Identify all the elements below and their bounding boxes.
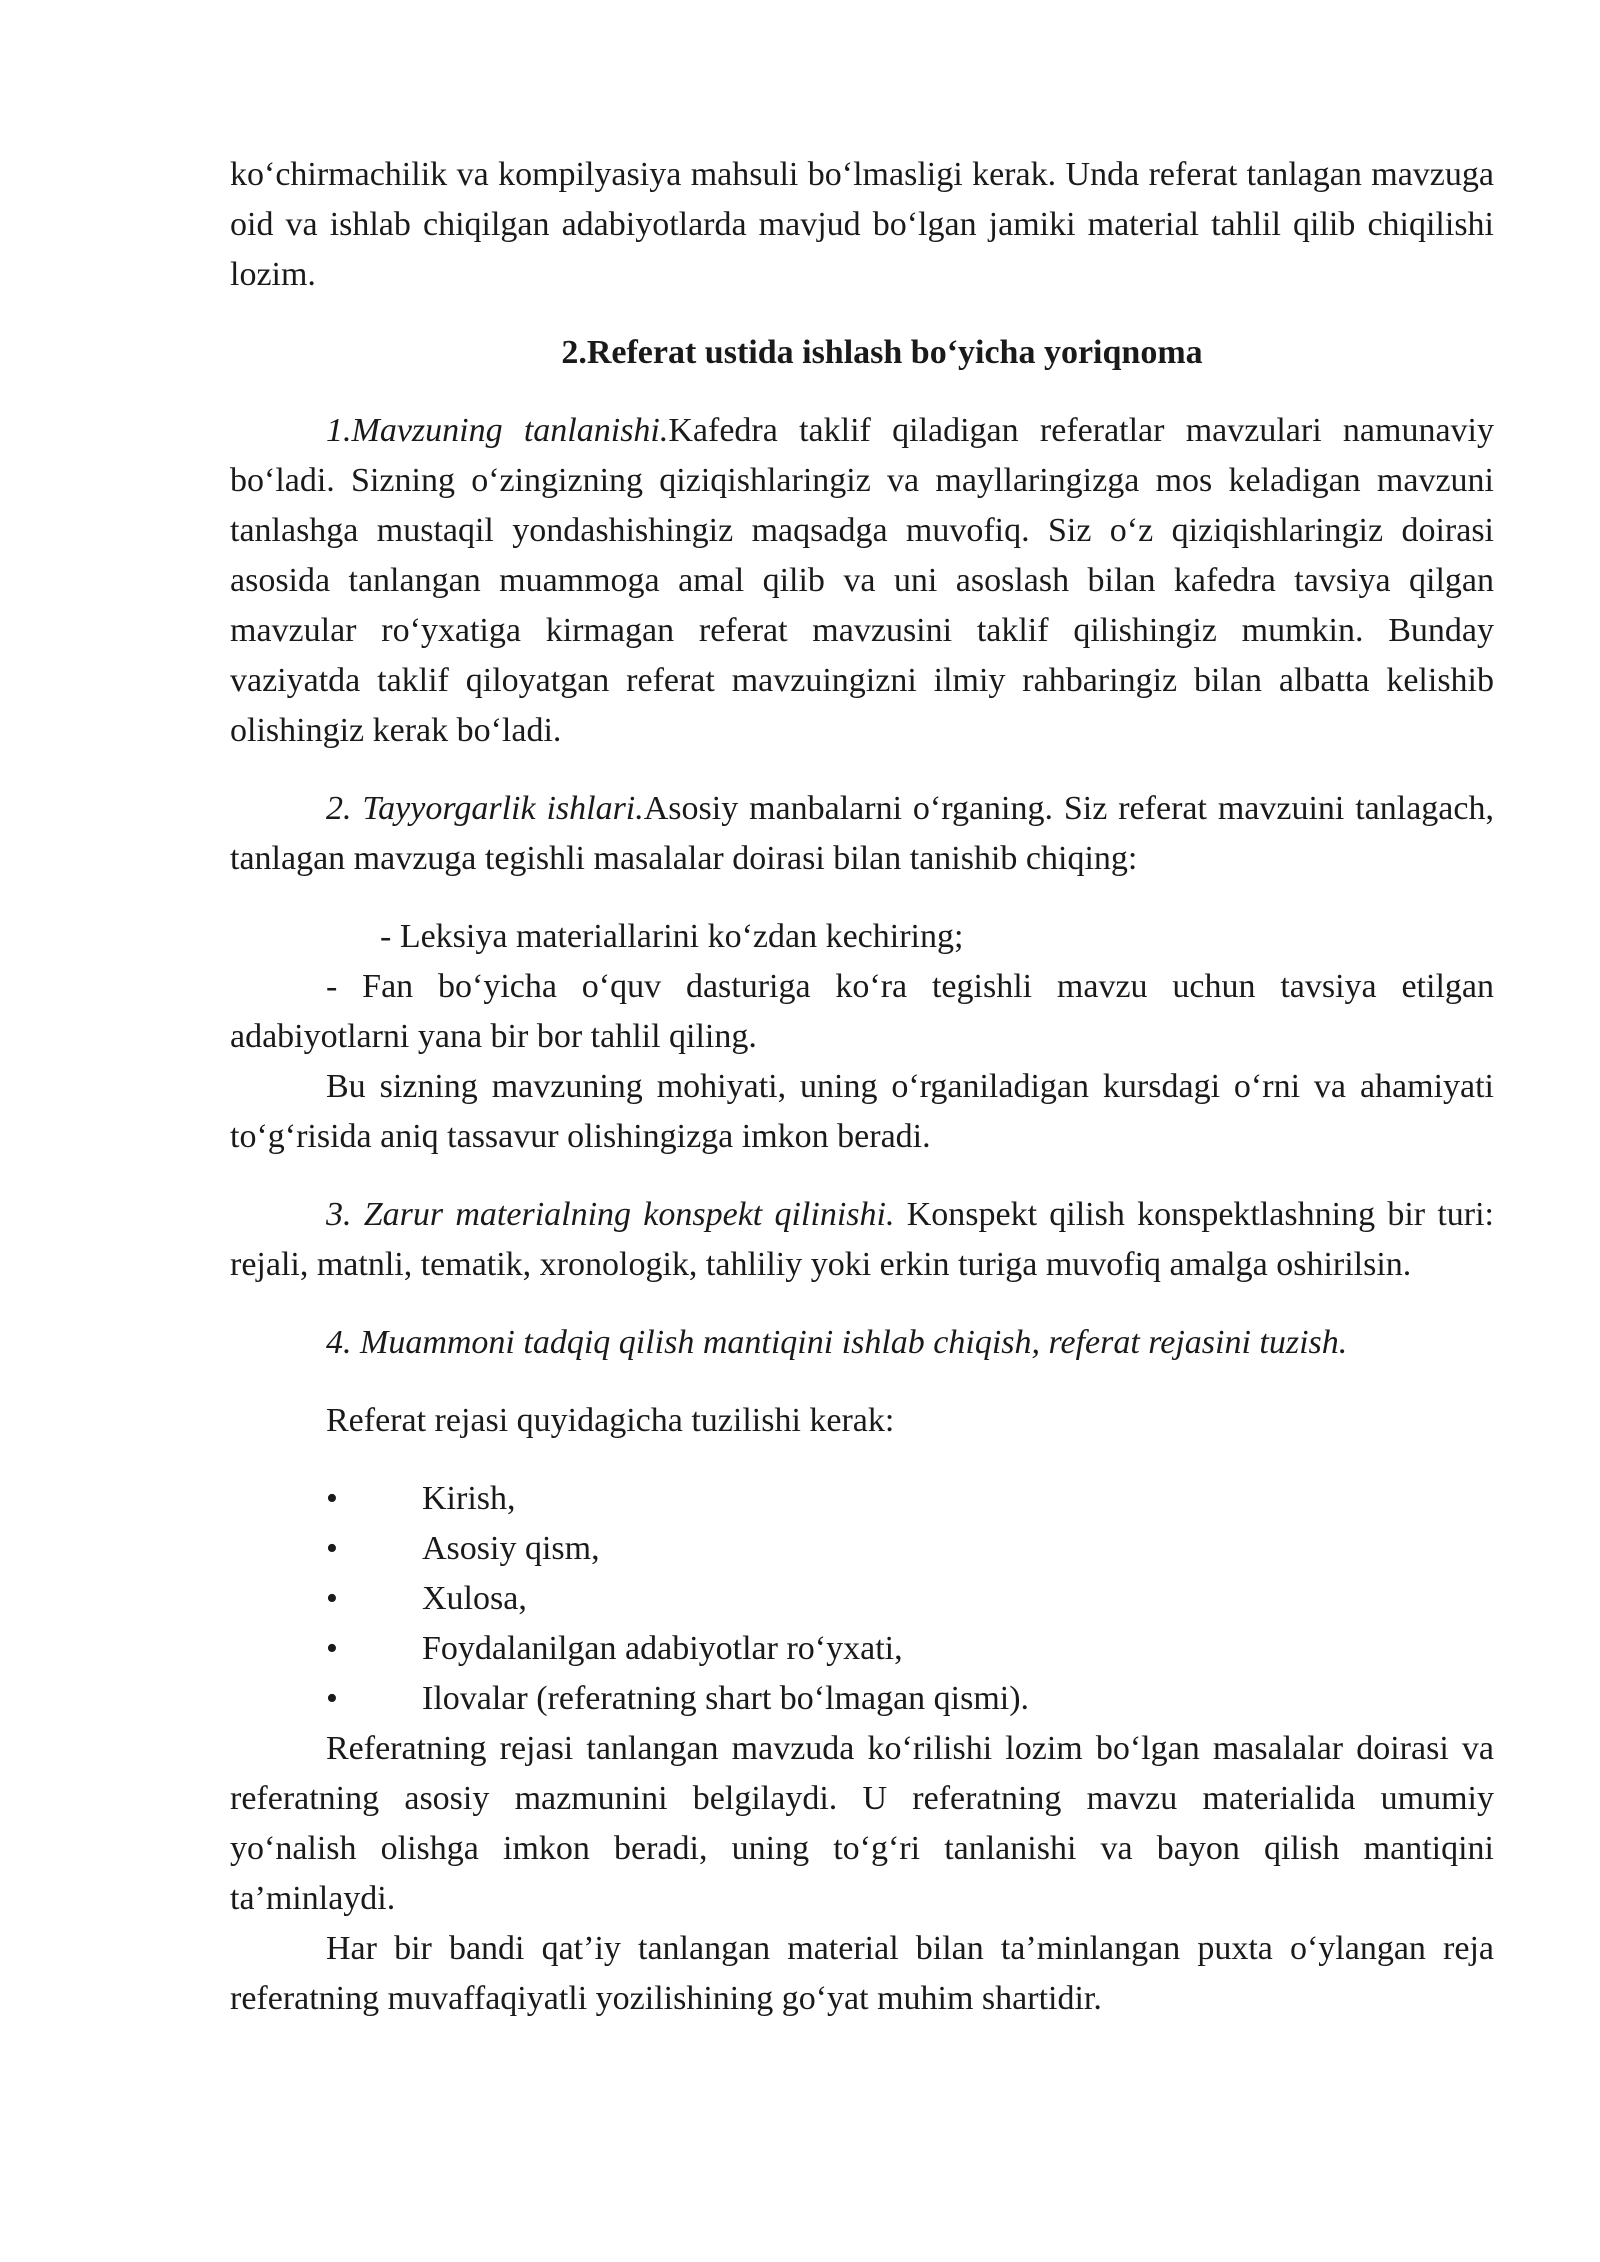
list-item [230, 1474, 1494, 1524]
list-item-text: Ilovalar (referatning shart bo‘lmagan qismi). [422, 1680, 1030, 1717]
intro-paragraph: ko‘chirmachilik va kompilyasiya mahsuli bo‘lmasligi kerak. Unda referat tanlagan mavzuga oid va ishlab chiqilgan adabiyotlarda mavjud bo‘lgan jamiki material tahlil qilib chiqilishi lozim. [230, 156, 1494, 293]
topic-selection-text: Kafedra taklif qiladigan referatlar mavzulari namunaviy bo‘ladi. Sizning o‘zingizning qiziqishlaringiz va mayllaringizga mos keladigan mavzuni tanlashga mustaqil yondashishingiz maqsadga muvofiq. Siz o‘z qiziqishlaringiz doirasi asosida tanlangan muammoga amal qilib va uni asoslash bilan kafedra tavsiya qilgan mavzular ro‘yxatiga kirmagan referat mavzusini taklif qilishingiz mumkin. Bunday vaziyatda taklif qiloyatgan referat mavzuingizni ilmiy rahbaringiz bilan albatta kelishib olishingiz kerak bo‘ladi. [230, 412, 1494, 749]
bullet-icon: • [326, 1480, 338, 1517]
topic-selection-lead: 1.Mavzuning tanlanishi. [326, 412, 669, 449]
plan-intro: Referat rejasi quyidagicha tuzilishi kerak: [326, 1402, 895, 1439]
list-item-text: Xulosa, [422, 1580, 527, 1617]
list-item-text: Asosiy qism, [422, 1530, 600, 1567]
list-item-text: Foydalanilgan adabiyotlar ro‘yxati, [422, 1630, 903, 1667]
list-item [230, 1674, 1494, 1724]
list-item-text: Kirish, [422, 1480, 516, 1517]
bullet-icon: • [326, 1580, 338, 1617]
list-item [230, 1524, 1494, 1574]
paragraph-notes [230, 1190, 1494, 1290]
notes-text: Konspekt qilish konspektlashning bir turi: rejali, matnli, tematik, xronologik, tahliliy yoki erkin turiga muvofiq amalga oshirilsin. [230, 1196, 1495, 1283]
list-item [230, 1624, 1494, 1674]
preparation-text: Asosiy manbalarni o‘rganing. Siz referat mavzuini tanlagach, tanlagan mavzuga tegishli masalalar doirasi bilan tanishib chiqing: [230, 790, 1494, 877]
paragraph-plan-role: Referatning rejasi tanlangan mavzuda ko‘rilishi lozim bo‘lgan masalalar doirasi va referatning asosiy mazmunini belgilaydi. U referatning mavzu materialida umumiy yo‘nalish olishga imkon beradi, uning to‘g‘ri tanlanishi va bayon qilish mantiqini ta’minlaydi. [230, 1730, 1494, 1917]
document-page [230, 150, 1494, 2024]
list-item [230, 1574, 1494, 1624]
notes-lead: 3. Zarur materialning konspekt qilinishi. [326, 1196, 895, 1233]
paragraph-importance: Bu sizning mavzuning mohiyati, uning o‘rganiladigan kursdagi o‘rni va ahamiyati to‘g‘risida aniq tassavur olishingizga imkon beradi. [230, 1068, 1494, 1155]
bullet-icon: • [326, 1680, 338, 1717]
plan-list [230, 1474, 1494, 1724]
bullet-icon: • [326, 1530, 338, 1567]
dash-item-literature: - Fan bo‘yicha o‘quv dasturiga ko‘ra tegishli mavzu uchun tavsiya etilgan adabiyotlarni yana bir bor tahlil qiling. [230, 968, 1494, 1055]
bullet-icon: • [326, 1630, 338, 1667]
paragraph-final: Har bir bandi qat’iy tanlangan material bilan ta’minlangan puxta o‘ylangan reja referatning muvaffaqiyatli yozilishining go‘yat muhim shartidir. [230, 1930, 1494, 2017]
research-logic-lead: 4. Muammoni tadqiq qilish mantiqini ishlab chiqish, referat rejasini tuzish. [326, 1324, 1348, 1361]
section-heading: 2.Referat ustida ishlash bo‘yicha yoriqnoma [561, 334, 1203, 371]
preparation-lead: 2. Tayyorgarlik ishlari. [326, 790, 644, 827]
paragraph-research-logic [230, 1318, 1494, 1368]
dash-item-lectures: - Leksiya materiallarini ko‘zdan kechiring; [380, 918, 964, 955]
paragraph-preparation [230, 784, 1494, 884]
paragraph-topic-selection [230, 406, 1494, 756]
